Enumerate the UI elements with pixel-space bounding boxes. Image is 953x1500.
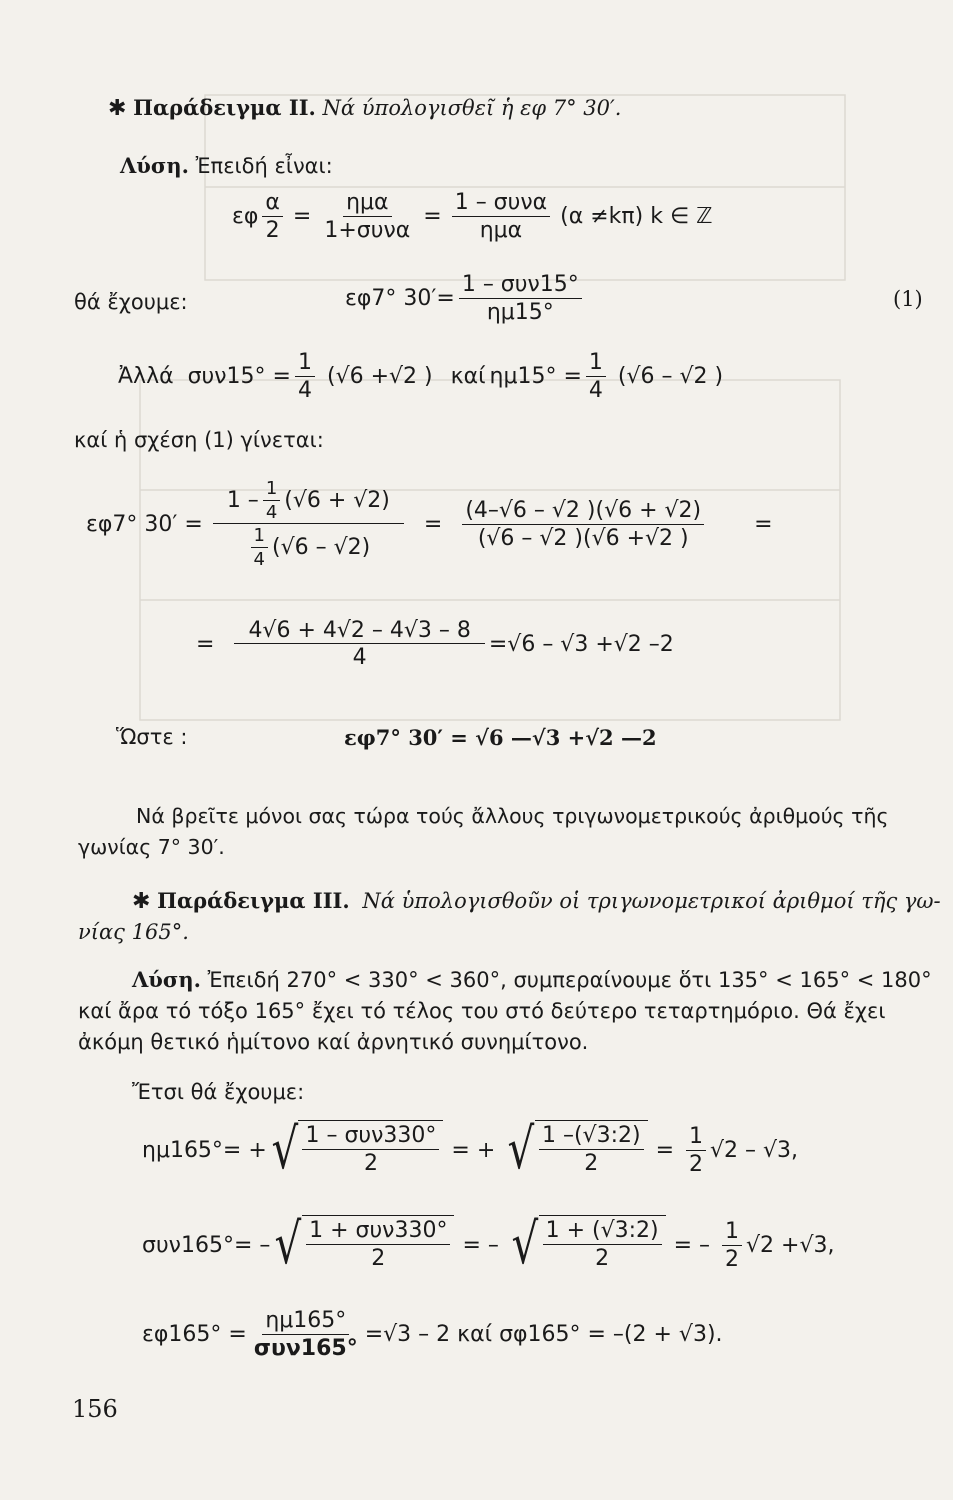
equation-1: [345, 272, 586, 325]
half-fraction: $\frac{1}{2}$: [686, 1124, 706, 1177]
sin-15-lhs: ημ15° =: [489, 364, 582, 389]
sin-165-lhs: ημ165°= +: [142, 1137, 267, 1163]
sin-over-one-plus-cos: $\frac{\text{ημα}}{\text{1+συνα}}$: [324, 190, 411, 243]
compound-fraction-line: [86, 478, 773, 570]
cos-165-equation: [142, 1212, 835, 1277]
exercise-paragraph: Νά βρεῖτε μόνοι σας τώρα τούς ἄλλους τριγωνομετρικούς ἀριθμούς τῆς γωνίας 7° 30′.: [78, 804, 889, 859]
equals-sign: = –: [673, 1232, 711, 1258]
simplified-line: [196, 618, 674, 670]
quarter-fraction: $\frac{1}{4}$: [295, 350, 315, 403]
quarter-fraction: $\frac{1}{4}$: [263, 478, 280, 523]
tan-165-fraction: $\frac{\eta\mu 165^\circ}{\text{συν165°}}$: [253, 1308, 358, 1361]
equals-sign: =: [292, 204, 312, 229]
quarter-fraction: $\frac{1}{4}$: [586, 350, 606, 403]
identity-condition: (α ≠kπ) k ∈ ℤ: [560, 204, 713, 229]
sin-165-mid: = +: [451, 1137, 496, 1163]
relation-text: καί ἡ σχέση (1) γίνεται:: [74, 428, 324, 452]
example-2-label: Παράδειγμα ΙΙ.: [133, 95, 316, 120]
radical-4: √ $\frac{1 + (√3:2)}{2}$: [507, 1215, 666, 1275]
solution-3-line-1: [132, 967, 932, 992]
example-3-task-line-2: νίας 165°.: [78, 920, 189, 944]
cos-15-expression: (√6 +√2 ): [326, 364, 433, 389]
half-angle-identity: [232, 190, 713, 243]
example-3-task-line-1: Νά ὑπολογισθοῦν οἱ τριγωνομετρικοί ἀριθμοί τῆς γω-: [362, 889, 941, 913]
sin-165-equation: [142, 1117, 799, 1182]
one-minus-cos-over-sin: $\frac{\text{1 – συνα}}{\text{ημα}}$: [452, 190, 550, 243]
equals-sign: =: [655, 1137, 675, 1163]
radical-3: √ $\frac{\text{1 + συν330°}}{2}$: [270, 1215, 454, 1275]
equals-sign: =: [423, 204, 442, 229]
equation-1-fraction: $\frac{\text{1 – συν15°}}{\eta\mu 15^\circ}$: [459, 272, 582, 325]
solution-label: Λύση.: [132, 967, 201, 992]
radical-1: √ $\frac{\text{1 – συν330°}}{2}$: [267, 1120, 444, 1180]
equals-sign: =: [196, 631, 215, 657]
big-lhs: εφ7° 30′ =: [86, 511, 203, 537]
equals-sign: =: [423, 511, 443, 537]
tan-symbol: εφ: [232, 204, 259, 229]
solution-intro-text: Ἐπειδή εἶναι:: [195, 154, 333, 178]
page-number: 156: [72, 1395, 118, 1423]
have-label: θά ἔχουμε:: [74, 290, 188, 314]
radical-2: √ $\frac{1 -(√3:2)}{2}$: [503, 1120, 647, 1180]
cos-15-lhs: συν15° =: [187, 364, 291, 389]
solution-2-intro: [120, 153, 333, 178]
tan-165-lhs: εφ165° =: [142, 1322, 247, 1347]
expanded-fraction: $\frac{(4-√6 - √2 )(√6 + √2)}{(√6 - √2 )(√6 +√2 )}$: [462, 498, 704, 551]
solution-3-line-2: καί ἄρα τό τόξο 165° ἔχει τό τέλος του στό δεύτερο τεταρτημόριο. Θά ἔχει: [78, 999, 886, 1023]
sum-of-roots: (√6 + √2): [284, 488, 390, 513]
but-word: Ἀλλά: [118, 364, 174, 389]
solution-3-line-3: ἀκόμη θετικό ἡμίτονο καί ἀρνητικό συνημίτονο.: [78, 1030, 589, 1054]
tan-cot-165-result: =√3 – 2 καί σφ165° = –(2 + √3).: [364, 1322, 723, 1347]
half-fraction: $\frac{1}{2}$: [722, 1219, 742, 1272]
cos-165-mid: = –: [462, 1232, 499, 1258]
solution-label: Λύση.: [120, 153, 189, 178]
hence-label: Ὥστε :: [116, 725, 188, 749]
one-minus: 1 –: [226, 488, 259, 513]
cos-165-lhs: συν165°= –: [142, 1232, 271, 1258]
simplified-result: =√6 – √3 +√2 –2: [488, 631, 674, 657]
star-icon: ✱: [108, 96, 127, 121]
alpha-half-fraction: $\frac{\alpha}{2}$: [262, 190, 283, 243]
star-icon: ✱: [132, 889, 151, 914]
example-3-heading: [132, 888, 941, 914]
tan-165-equation: [142, 1308, 723, 1361]
quarter-fraction: $\frac{1}{4}$: [251, 525, 268, 570]
cos-165-result: √2 +√3,: [746, 1232, 835, 1258]
thus-label: Ἔτσι θά ἔχουμε:: [132, 1080, 305, 1104]
example-2-heading: [108, 95, 621, 121]
sin-15-expression: (√6 – √2 ): [617, 364, 724, 389]
example-2-task: Νά ύπολογισθεῖ ἡ εφ 7° 30′.: [322, 96, 622, 120]
and-word: καί: [450, 364, 486, 389]
compound-fraction: [213, 478, 404, 570]
cos-sin-15-values: [118, 350, 723, 403]
equation-1-lhs: εφ7° 30′=: [345, 286, 455, 311]
example-3-label: Παράδειγμα ΙΙΙ.: [157, 888, 350, 913]
equals-sign: =: [754, 511, 773, 537]
difference-of-roots: (√6 – √2): [271, 535, 371, 560]
tan-7-30-result: εφ7° 30′ = √6 —√3 +√2 —2: [344, 725, 657, 750]
simplified-fraction: $\frac{4√6 + 4√2 - 4√3 - 8}{4}$: [234, 618, 484, 670]
solution-3-text-1: Ἐπειδή 270° < 330° < 360°, συμπεραίνουμε ὅτι 135° < 165° < 180°: [207, 968, 932, 992]
equation-1-tag: (1): [893, 287, 923, 311]
sin-165-result: √2 – √3,: [710, 1137, 799, 1163]
